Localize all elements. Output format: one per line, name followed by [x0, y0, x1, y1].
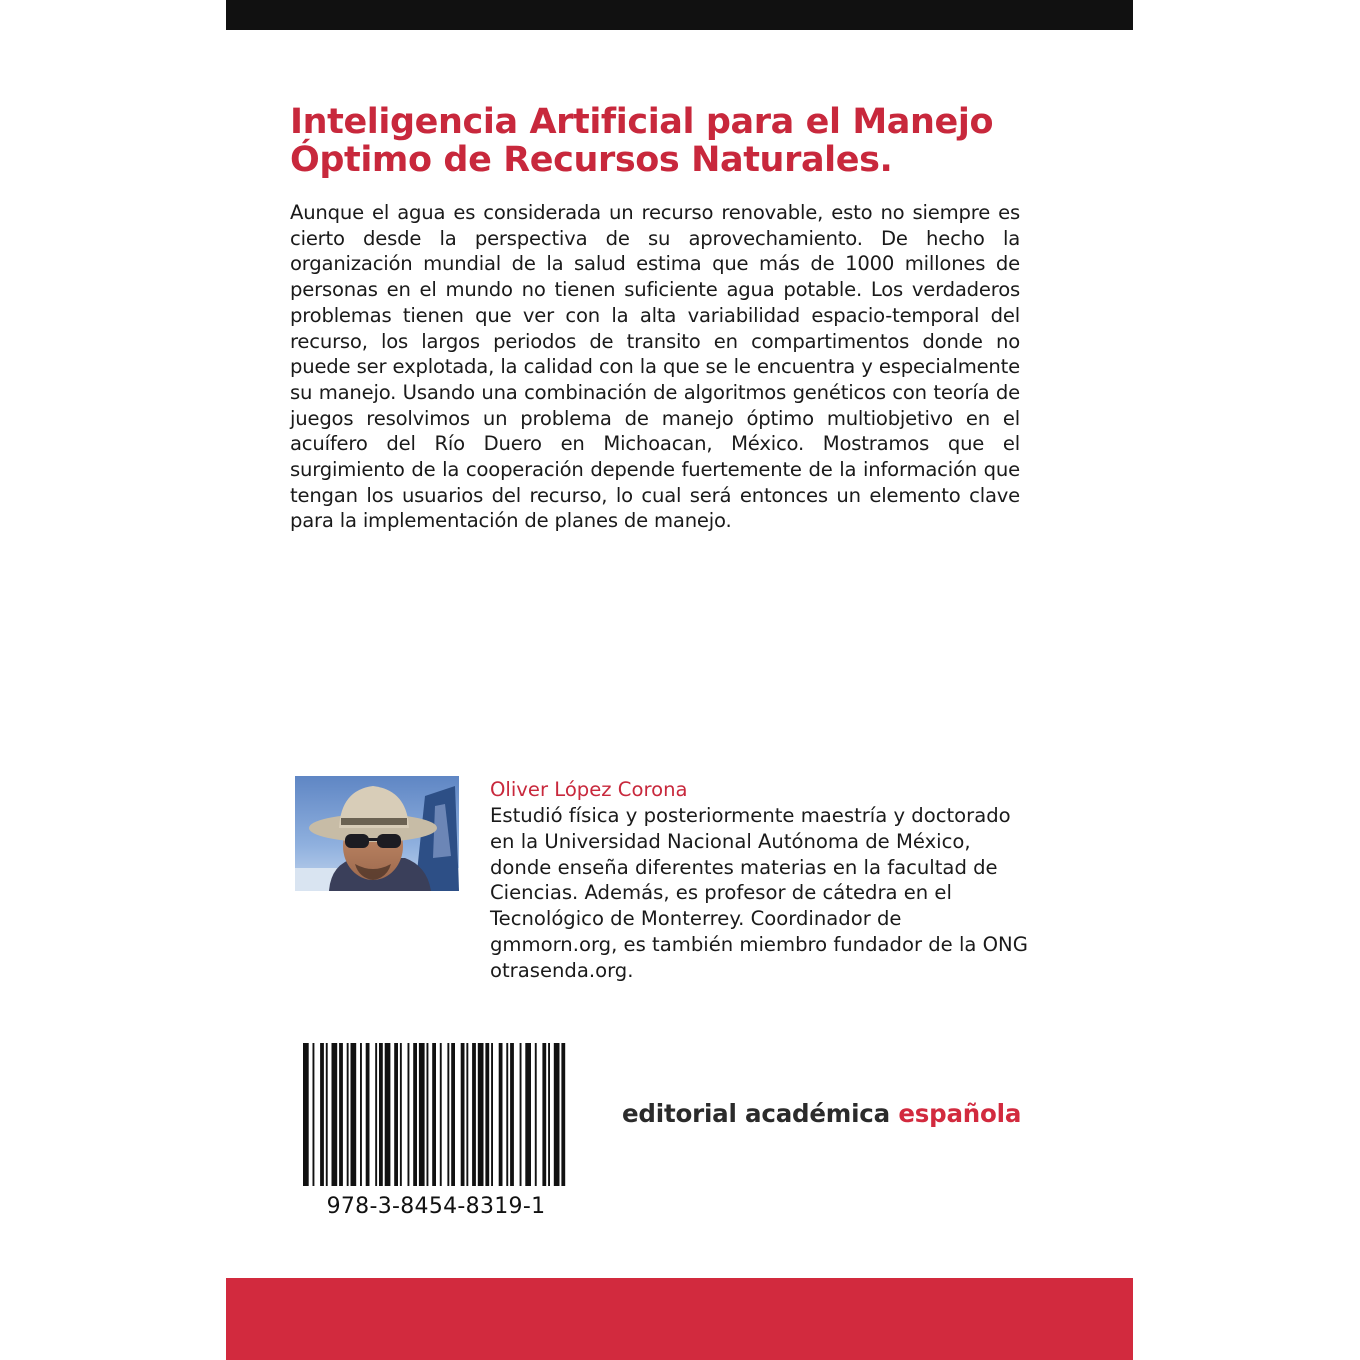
- barcode-bar: [375, 1043, 377, 1186]
- publisher-name-part-1: editorial académica: [622, 1099, 890, 1128]
- bottom-red-bar: [226, 1278, 1133, 1360]
- barcode-bar: [506, 1043, 508, 1186]
- barcode-bar: [554, 1043, 560, 1186]
- barcode-bar: [313, 1043, 315, 1186]
- barcode-bar: [385, 1043, 391, 1186]
- barcode-bar: [413, 1043, 417, 1186]
- barcode-bar: [332, 1043, 338, 1186]
- barcode-bar: [451, 1043, 455, 1186]
- barcode-bar: [485, 1043, 489, 1186]
- barcode-bar: [510, 1043, 514, 1186]
- top-black-bar: [226, 0, 1133, 30]
- barcode-bar: [320, 1043, 324, 1186]
- publisher-logo: [622, 1096, 1022, 1132]
- book-back-cover: [226, 0, 1133, 1360]
- barcode-bar: [440, 1043, 442, 1186]
- barcode-bar: [360, 1043, 362, 1186]
- barcode-bar: [419, 1043, 425, 1186]
- book-title: [290, 103, 1010, 179]
- barcode-bar: [542, 1043, 546, 1186]
- barcode-bar: [499, 1043, 503, 1186]
- barcode-bar: [326, 1043, 328, 1186]
- barcode-bar: [303, 1043, 309, 1186]
- barcode-bar: [478, 1043, 484, 1186]
- book-blurb: Aunque el agua es considerada un recurso renovable, esto no siempre es cierto desde la perspectiva de su aprovechamiento. De hecho la organización mundial de la salud estima que más de 1000 millones de personas en el mundo no tienen suficiente agua potable. Los verdaderos problemas tienen que ver con la alta variabilidad espacio-temporal del recurso, los largos periodos de transito en compartimentos donde no puede ser explotada, la calidad con la que se le encuentra y especialmente su manejo. Usando una combinación de algoritmos genéticos con teoría de juegos resolvimos un problema de manejo óptimo multiobjetivo en el acuífero del Río Duero en Michoacan, México. Mostramos que el surgimiento de la cooperación depende fuertemente de la información que tengan los usuarios del recurso, lo cual será entonces un elemento clave para la implementación de planes de manejo.: [290, 201, 1020, 533]
- barcode-bar: [491, 1043, 493, 1186]
- author-name: Oliver López Corona: [490, 778, 688, 801]
- barcode-bar: [379, 1043, 383, 1186]
- barcode-bar: [432, 1043, 436, 1186]
- barcode-bar: [561, 1043, 565, 1186]
- barcode-bar: [447, 1043, 449, 1186]
- barcode-bar: [548, 1043, 550, 1186]
- isbn-number: 978-3-8454-8319-1: [326, 1194, 546, 1219]
- isbn-barcode: [303, 1043, 569, 1186]
- barcode-bar: [466, 1043, 468, 1186]
- barcode-bar: [351, 1043, 357, 1186]
- barcode-bar: [427, 1043, 429, 1186]
- title-line-2: Óptimo de Recursos Naturales.: [290, 140, 893, 180]
- publisher-name-part-2: española: [898, 1099, 1022, 1128]
- barcode-bar: [400, 1043, 402, 1186]
- barcode-bar: [394, 1043, 398, 1186]
- title-line-1: Inteligencia Artificial para el Manejo: [290, 102, 994, 142]
- barcode-bar: [472, 1043, 476, 1186]
- barcode-bar: [347, 1043, 349, 1186]
- barcode-bar: [408, 1043, 410, 1186]
- author-photo: [295, 776, 459, 891]
- barcode-bar: [520, 1043, 522, 1186]
- barcode-bar: [535, 1043, 537, 1186]
- barcode-bar: [339, 1043, 343, 1186]
- author-bio: Estudió física y posteriormente maestría y doctorado en la Universidad Nacional Autónoma de México, donde enseña diferentes materias en la facultad de Ciencias. Además, es profesor de cátedra en el Tecnológico de Monterrey. Coordinador de gmmorn.org, es también miembro fundador de la ONG otrasenda.org.: [490, 804, 1028, 982]
- barcode-bar: [461, 1043, 465, 1186]
- barcode-bar: [366, 1043, 370, 1186]
- barcode-bar: [525, 1043, 531, 1186]
